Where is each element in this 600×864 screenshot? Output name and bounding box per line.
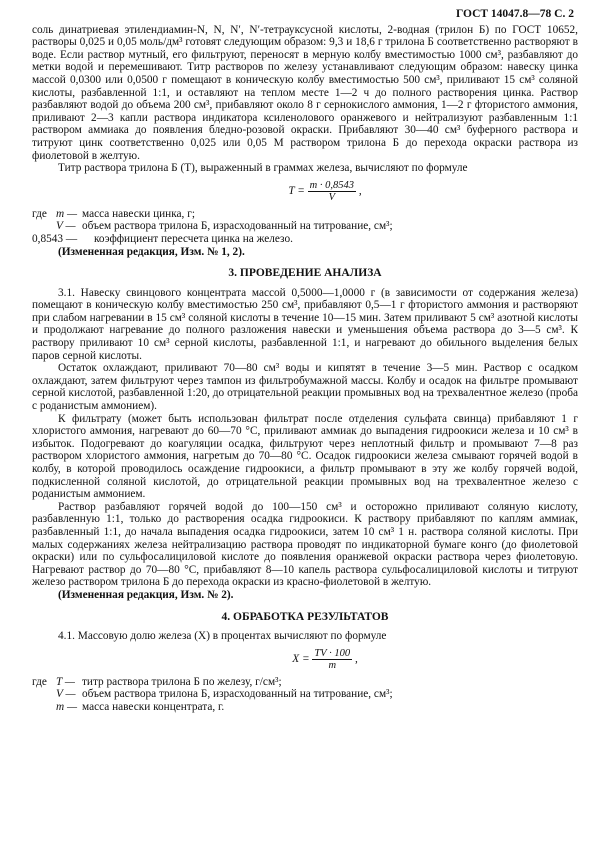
formula-lhs: X =	[292, 652, 310, 665]
formula-tail: ,	[354, 652, 358, 665]
definition-row	[32, 701, 578, 714]
titr-intro: Титр раствора трилона Б (T), выраженный в граммах железа, вычисляют по формуле	[58, 162, 468, 175]
paragraph-3-3: К фильтрату (может быть использован фильтрат после отделения сульфата свинца) прибавляют 1 г хлористого аммония, нагревают до 60—70 °C, приливают аммиак до выпадения гидроокиси железа и 10 см³ в избыток. Подогревают до коагуляции осадка, фильтруют через неплотный фильтр и промывают 7—8 раз раствором хлористого аммония, нагретым до 70—80 °C. Осадок гидроокиси железа смывают горячей водой в колбу, в которой проводилось осаждение гидроокиси, а фильтр промывают в эту же колбу горячей водой, подкисленной соляной кислотой, до отрицательной реакции промывных вод на трехвалентное железо с роданистым аммонием.	[32, 412, 578, 501]
formula-denominator: V	[328, 191, 336, 203]
paragraph-4-1: 4.1. Массовую долю железа (X) в процентах вычисляют по формуле	[58, 630, 387, 643]
definition-prefix	[32, 701, 56, 714]
definition-symbol: m —	[56, 700, 78, 713]
definition-text: масса навески концентрата, г.	[82, 700, 225, 713]
definition-prefix	[32, 688, 56, 701]
amendment-note: (Измененная редакция, Изм. № 2).	[58, 588, 234, 601]
definition-prefix: где	[32, 207, 47, 220]
formula-fraction	[312, 648, 352, 671]
definition-symbol: m —	[56, 207, 78, 220]
definitions-list-1	[32, 208, 578, 246]
page-header: ГОСТ 14047.8—78 С. 2	[455, 8, 574, 20]
formula-numerator: TV · 100	[314, 647, 351, 659]
paragraph-3-2: Остаток охлаждают, приливают 70—80 см³ воды и кипятят в течение 3—5 мин. Раствор с осадком охлаждают, затем фильтруют через тампон из фильтробумажной массы. Колбу и осадок на фильтре промывают серной кислотой, разбавленной 1:20, до отрицательной реакции промывных вод на трехвалентное железо (проба с роданистым аммонием).	[32, 362, 578, 413]
definition-row	[32, 676, 578, 689]
definition-row	[32, 233, 578, 246]
definitions-list-2	[32, 676, 578, 714]
definition-symbol: V —	[56, 220, 76, 233]
definition-symbol: 0,8543 —	[32, 232, 78, 245]
section-4-title: 4. ОБРАБОТКА РЕЗУЛЬТАТОВ	[221, 610, 389, 623]
formula-iron	[72, 648, 578, 671]
formula-titr	[72, 180, 578, 203]
definition-text: масса навески цинка, г;	[82, 207, 195, 220]
paragraph-3-4: Раствор разбавляют горячей водой до 100—150 см³ и осторожно приливают соляную кислоту, разбавленную 1:1, только до растворения осадка гидроокиси. К раствору прибавляют по каплям аммиак, разбавленный 1:1, до начала выпадения осадка гидроокиси, затем 10 см³ 1 н. раствора соляной кислоты. При малых содержаниях железа нейтрализацию раствора проводят по индикаторной бумаге конго (до фиолетовой окраски) или по сульфосалициловой кислоте до появления оранжевой окраски раствора через фиолетовую. Нагревают раствор до 70—80 °C, прибавляют 8—10 капель раствора сульфосалициловой кислоты и титруют железо раствором трилона Б до перехода окраски из красно-фиолетовой в желтую.	[32, 500, 578, 589]
formula-fraction	[308, 180, 356, 203]
definition-symbol: T —	[56, 675, 75, 688]
reagent-paragraph: соль динатриевая этилендиамин-N, N, N′, N′-тетрауксусной кислоты, 2-водная (трилон Б) по ГОСТ 10652, растворы 0,025 и 0,05 моль/дм³ готовят следующим образом: 9,3 и 18,6 г трилона Б соответственно растворяют в воде. Если раствор мутный, его фильтруют, переносят в мерную колбу вместимостью 1000 см³, разбавляют до метки водой и перемешивают. Титр растворов по железу устанавливают следующим образом: навеску цинка массой 0,0300 или 0,0500 г помещают в коническую колбу вместимостью 500 см³, приливают 15 см³ соляной кислоты, разбавленной 1:1, и оставляют на теплом месте 1—2 ч до полного растворения цинка. Раствор разбавляют водой до объема 200 см³, прибавляют около 8 г сернокислого аммония, 1—2 г фтористого аммония, приливают 2—3 капли раствора индикатора ксиленолового оранжевого и нейтрализуют разбавленным 1:1 раствором аммиака до появления бледно-розовой окраски. Прибавляют 30—40 см³ буферного раствора и титруют цинк соответственно 0,025 или 0,05 М раствором трилона Б до перехода окраски раствора из фиолетовой в желтую.	[32, 23, 578, 162]
amendment-note: (Измененная редакция, Изм. № 1, 2).	[58, 245, 245, 258]
paragraph-3-1: 3.1. Навеску свинцового концентрата массой 0,5000—1,0000 г (в зависимости от содержания железа) помещают в коническую колбу вместимостью 250 см³, прибавляют 0,5—1 г фтористого аммония и растворяют при слабом нагревании в 15 см³ соляной кислоты в течение 10—15 мин. Затем приливают 5 см³ азотной кислоты и продолжают нагревание до полного разложения навески и уменьшения объема раствора до 3—5 см³. К раствору приливают 10 см³ серной кислоты, разбавленной 1:1, и нагревают до обильного выделения белых паров серной кислоты.	[32, 286, 578, 362]
formula-tail: ,	[358, 184, 362, 197]
definition-text: титр раствора трилона Б по железу, г/см³;	[82, 675, 282, 688]
definition-row	[32, 220, 578, 233]
definition-text: коэффициент пересчета цинка на железо.	[94, 232, 293, 245]
definition-row	[32, 208, 578, 221]
definition-prefix	[32, 220, 56, 233]
definition-prefix: где	[32, 675, 47, 688]
definition-text: объем раствора трилона Б, израсходованный на титрование, см³;	[82, 688, 393, 701]
section-3-title: 3. ПРОВЕДЕНИЕ АНАЛИЗА	[228, 267, 382, 280]
formula-lhs: T =	[288, 184, 305, 197]
definition-row	[32, 688, 578, 701]
definition-symbol: V —	[56, 688, 76, 701]
formula-denominator: m	[328, 659, 337, 671]
definition-text: объем раствора трилона Б, израсходованный на титрование, см³;	[82, 220, 393, 233]
formula-numerator: m · 0,8543	[309, 179, 355, 191]
